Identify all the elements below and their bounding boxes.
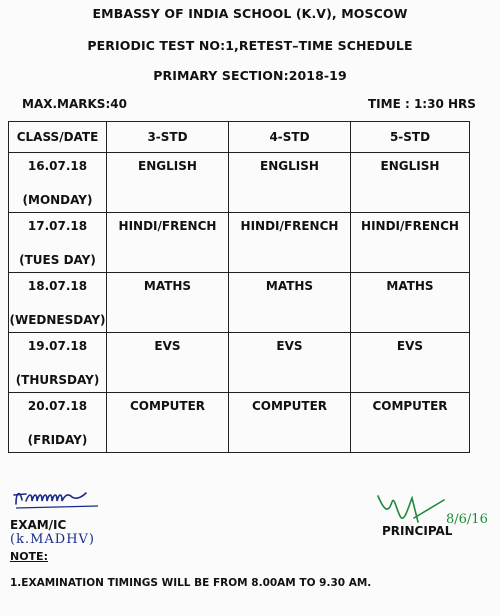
date-cell xyxy=(9,153,107,213)
table-row xyxy=(9,333,470,393)
date-cell xyxy=(9,333,107,393)
col-header-5-std: 5-STD xyxy=(351,122,470,153)
table-row xyxy=(9,153,470,213)
date-text: 18.07.18 xyxy=(27,279,88,293)
day-text: (MONDAY) xyxy=(22,193,93,207)
subject-cell xyxy=(107,153,229,213)
principal-label: PRINCIPAL xyxy=(382,524,453,538)
subject-cell xyxy=(229,153,351,213)
date-cell xyxy=(9,393,107,453)
note-label: NOTE: xyxy=(10,550,48,563)
subject-cell xyxy=(351,273,470,333)
subject-text: EVS xyxy=(154,339,181,353)
subject-text: COMPUTER xyxy=(251,399,328,413)
subject-text: MATHS xyxy=(143,279,192,293)
date-cell xyxy=(9,213,107,273)
col-header-4-std: 4-STD xyxy=(229,122,351,153)
day-text: (THURSDAY) xyxy=(15,373,100,387)
subject-cell xyxy=(351,213,470,273)
section-title: PRIMARY SECTION:2018-19 xyxy=(153,68,347,83)
subject-text: EVS xyxy=(276,339,303,353)
date-cell xyxy=(9,273,107,333)
subject-cell xyxy=(229,273,351,333)
subject-text: ENGLISH xyxy=(380,159,440,173)
subject-cell xyxy=(107,273,229,333)
subject-cell xyxy=(107,333,229,393)
subject-cell xyxy=(351,153,470,213)
subject-text: ENGLISH xyxy=(260,159,319,173)
subject-text: COMPUTER xyxy=(372,399,448,413)
day-text: (TUES DAY) xyxy=(19,253,96,267)
table-row xyxy=(9,213,470,273)
exam-ic-signature xyxy=(10,486,106,512)
subject-cell xyxy=(229,393,351,453)
subject-cell xyxy=(107,393,229,453)
date-text: 20.07.18 xyxy=(27,399,88,413)
time-duration: TIME : 1:30 HRS xyxy=(368,97,476,111)
subject-cell xyxy=(351,393,470,453)
principal-date: 8/6/16 xyxy=(446,512,488,527)
date-text: 19.07.18 xyxy=(27,339,88,353)
subject-text: ENGLISH xyxy=(138,159,197,173)
subject-text: MATHS xyxy=(265,279,314,293)
schedule-table xyxy=(8,121,470,453)
table-header-row xyxy=(9,122,470,153)
subject-text: COMPUTER xyxy=(129,399,206,413)
test-title: PERIODIC TEST NO:1,RETEST–TIME SCHEDULE xyxy=(87,38,413,53)
subject-cell xyxy=(351,333,470,393)
max-marks: MAX.MARKS:40 xyxy=(22,97,127,111)
subject-text: HINDI/FRENCH xyxy=(240,219,339,233)
subject-text: HINDI/FRENCH xyxy=(118,219,217,233)
table-row xyxy=(9,273,470,333)
subject-text: HINDI/FRENCH xyxy=(361,219,459,233)
subject-cell xyxy=(229,333,351,393)
exam-ic-label: EXAM/IC xyxy=(10,518,67,532)
day-text: (FRIDAY) xyxy=(27,433,88,447)
col-header-3-std: 3-STD xyxy=(107,122,229,153)
subject-text: MATHS xyxy=(386,279,434,293)
date-text: 17.07.18 xyxy=(27,219,88,233)
col-header-class-date: CLASS/DATE xyxy=(9,122,107,153)
subject-text: EVS xyxy=(396,339,424,353)
subject-cell xyxy=(107,213,229,273)
day-text: (WEDNESDAY) xyxy=(9,313,106,327)
table-row xyxy=(9,393,470,453)
date-text: 16.07.18 xyxy=(27,159,88,173)
subject-cell xyxy=(229,213,351,273)
school-title: EMBASSY OF INDIA SCHOOL (K.V), MOSCOW xyxy=(92,6,408,21)
exam-ic-name: (k.MADHV) xyxy=(10,532,96,547)
note-line-1: 1.EXAMINATION TIMINGS WILL BE FROM 8.00AM TO 9.30 AM. xyxy=(10,577,372,589)
